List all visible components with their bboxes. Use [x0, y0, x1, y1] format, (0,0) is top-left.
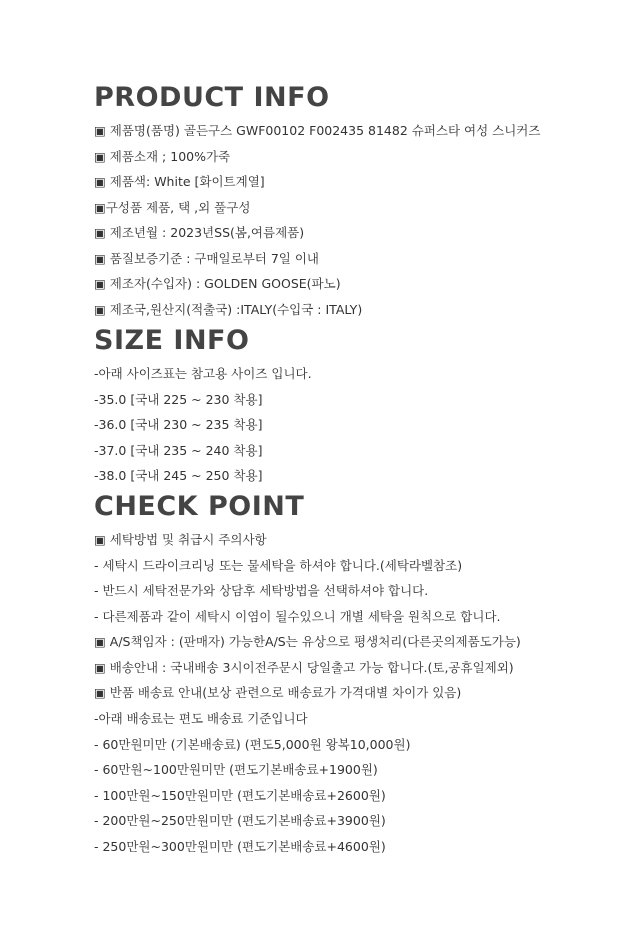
size-info-row: -35.0 [국내 225 ~ 230 착용]	[94, 392, 263, 407]
check-point-item: - 다른제품과 같이 세탁시 이염이 될수있으니 개별 세탁을 원칙으로 합니다.	[94, 609, 501, 624]
check-point-item: - 250만원~300만원미만 (편도기본배송료+4600원)	[94, 839, 386, 854]
size-info-row: -36.0 [국내 230 ~ 235 착용]	[94, 417, 263, 432]
check-point-item: - 60만원미만 (기본배송료) (편도5,000원 왕복10,000원)	[94, 737, 411, 752]
product-info-components: ▣구성품 제품, 택 ,외 풀구성	[94, 200, 251, 215]
size-info-note: -아래 사이즈표는 참고용 사이즈 입니다.	[94, 366, 312, 381]
product-info-manufacture-date: ▣ 제조년월 : 2023년SS(봄,여름제품)	[94, 225, 305, 240]
product-info-manufacturer: ▣ 제조자(수입자) : GOLDEN GOOSE(파노)	[94, 276, 341, 291]
check-point-item: - 반드시 세탁전문가와 상담후 세탁방법을 선택하셔야 합니다.	[94, 583, 429, 598]
check-point-item: ▣ 반품 배송료 안내(보상 관련으로 배송료가 가격대별 차이가 있음)	[94, 685, 462, 700]
product-info-name: ▣ 제품명(품명) 골든구스 GWF00102 F002435 81482 슈퍼스타 여성 스니커즈	[94, 123, 541, 138]
product-info-color: ▣ 제품색: White [화이트계열]	[94, 174, 265, 189]
size-info-row: -38.0 [국내 245 ~ 250 착용]	[94, 468, 263, 483]
product-info-material: ▣ 제품소재 ; 100%가죽	[94, 149, 231, 164]
product-info-origin: ▣ 제조국,원산지(적출국) :ITALY(수입국 : ITALY)	[94, 302, 363, 317]
check-point-item: - 200만원~250만원미만 (편도기본배송료+3900원)	[94, 813, 386, 828]
check-point-item: ▣ 세탁방법 및 취급시 주의사항	[94, 532, 267, 547]
size-info-heading: SIZE INFO	[94, 325, 250, 356]
check-point-item: ▣ 배송안내 : 국내배송 3시이전주문시 당일출고 가능 합니다.(토,공휴일제외)	[94, 660, 514, 675]
product-info-warranty: ▣ 품질보증기준 : 구매일로부터 7일 이내	[94, 251, 319, 266]
check-point-item: -아래 배송료는 편도 배송료 기준입니다	[94, 711, 308, 726]
check-point-item: - 60만원~100만원미만 (편도기본배송료+1900원)	[94, 762, 378, 777]
check-point-item: - 세탁시 드라이크리닝 또는 물세탁을 하셔야 합니다.(세탁라벨참조)	[94, 558, 463, 573]
size-info-row: -37.0 [국내 235 ~ 240 착용]	[94, 443, 263, 458]
product-info-heading: PRODUCT INFO	[94, 82, 330, 113]
check-point-heading: CHECK POINT	[94, 491, 305, 522]
check-point-item: - 100만원~150만원미만 (편도기본배송료+2600원)	[94, 788, 386, 803]
check-point-item: ▣ A/S책임자 : (판매자) 가능한A/S는 유상으로 평생처리(다른곳의제품도가능)	[94, 634, 521, 649]
